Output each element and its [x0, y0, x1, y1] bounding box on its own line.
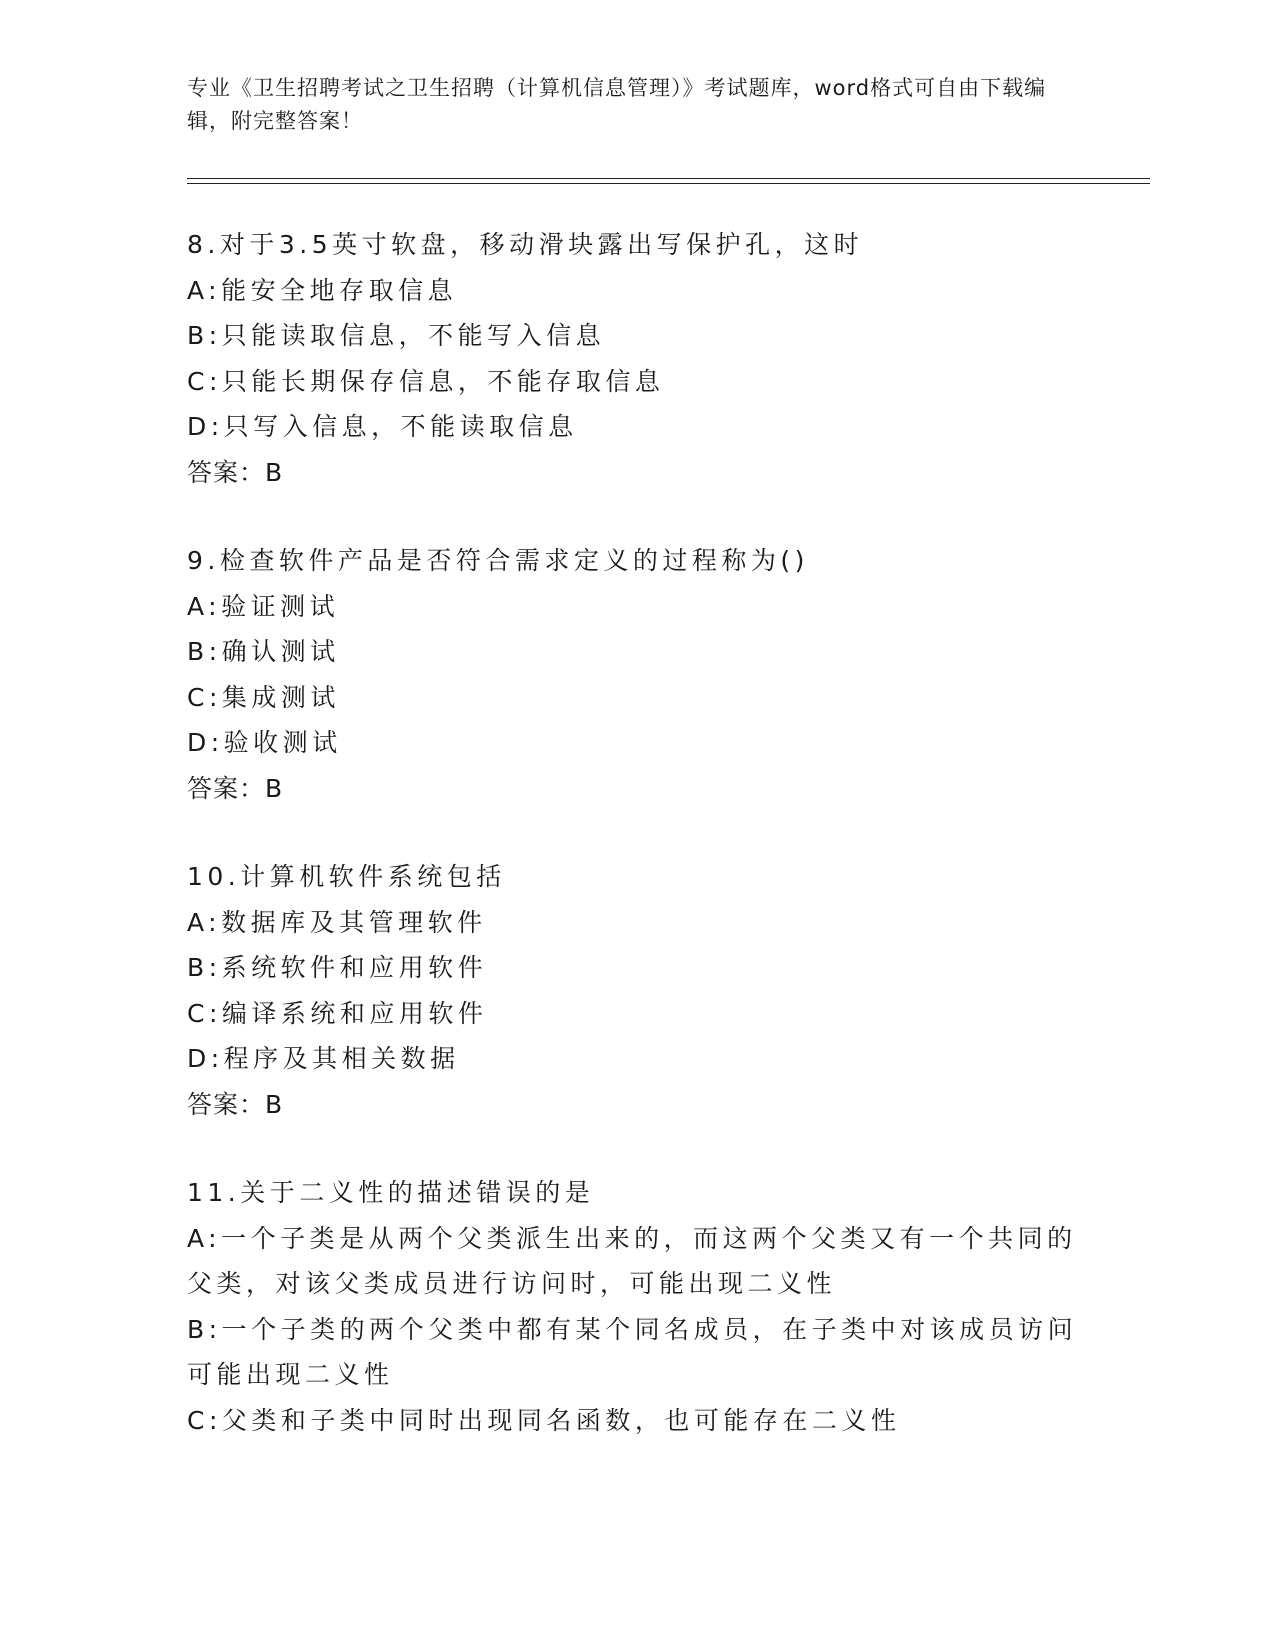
answer-text: 答案：B	[187, 1089, 284, 1119]
question-stem: 9.检查软件产品是否符合需求定义的过程称为()	[187, 546, 809, 575]
option-c: C:父类和子类中同时出现同名函数，也可能存在二义性	[187, 1405, 901, 1435]
option-b: B:只能读取信息，不能写入信息	[187, 321, 606, 350]
question-9	[187, 538, 1087, 811]
header-divider-top	[187, 178, 1150, 179]
option-a: A:验证测试	[187, 591, 340, 621]
document-header: 专业《卫生招聘考试之卫生招聘（计算机信息管理）》考试题库，word格式可自由下载编辑，附完整答案！	[187, 76, 1047, 133]
option-d: D:程序及其相关数据	[187, 1044, 460, 1073]
option-d: D:验收测试	[187, 728, 342, 757]
question-stem: 11.关于二义性的描述错误的是	[187, 1178, 595, 1207]
question-11	[187, 1170, 1087, 1443]
answer-text: 答案：B	[187, 457, 284, 487]
option-b: B:系统软件和应用软件	[187, 953, 488, 982]
header-divider-bottom	[187, 183, 1150, 184]
question-stem: 10.计算机软件系统包括	[187, 862, 506, 891]
option-b: B:一个子类的两个父类中都有某个同名成员，在子类中对该成员访问可能出现二义性	[187, 1314, 1078, 1389]
option-c: C:集成测试	[187, 682, 340, 712]
option-a: A:一个子类是从两个父类派生出来的，而这两个父类又有一个共同的父类，对该父类成员进行访问时，可能出现二义性	[187, 1223, 1077, 1298]
option-d: D:只写入信息，不能读取信息	[187, 412, 578, 441]
option-c: C:只能长期保存信息，不能存取信息	[187, 366, 665, 396]
option-a: A:数据库及其管理软件	[187, 907, 487, 937]
option-c: C:编译系统和应用软件	[187, 998, 488, 1028]
question-8	[187, 222, 1087, 495]
answer-text: 答案：B	[187, 773, 284, 803]
question-10	[187, 854, 1087, 1127]
option-a: A:能安全地存取信息	[187, 275, 458, 305]
question-stem: 8.对于3.5英寸软盘，移动滑块露出写保护孔，这时	[187, 230, 864, 259]
option-b: B:确认测试	[187, 637, 340, 666]
